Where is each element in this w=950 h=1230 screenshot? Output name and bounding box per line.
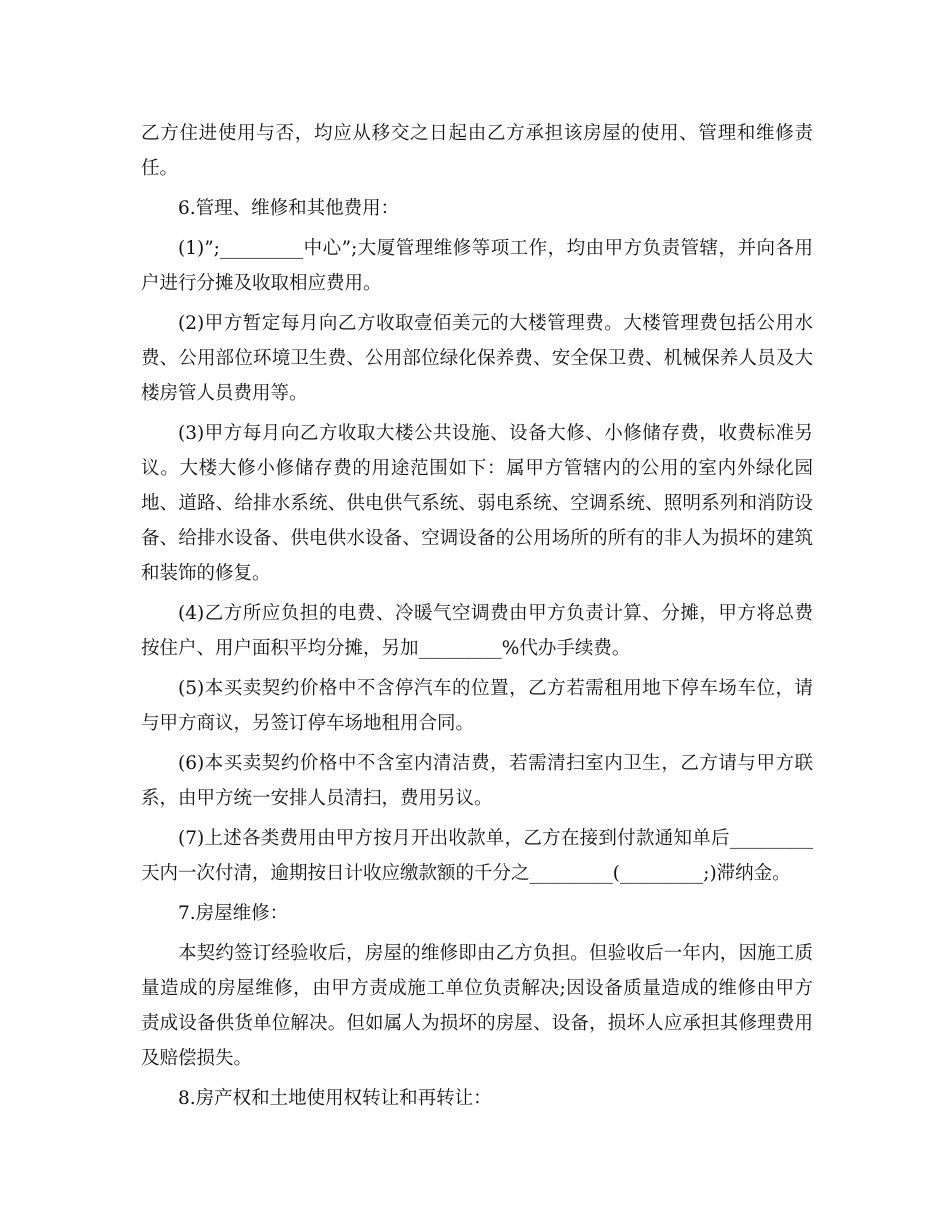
clause-6-5: (5)本买卖契约价格中不含停汽车的位置，乙方若需租用地下停车场车位，请与甲方商议，另签订停车场地租用合同。 — [141, 678, 813, 734]
clause-6-2: (2)甲方暂定每月向乙方收取壹佰美元的大楼管理费。大楼管理费包括公用水费、公用部位环境卫生费、公用部位绿化保养费、安全保卫费、机械保养人员及大楼房管人员费用等。 — [141, 313, 813, 404]
clause-6-7: (7)上述各类费用由甲方按月开出收款单，乙方在接到付款通知单后_________天内一次付清，逾期按日计收应缴款额的千分之_________(_________;)滞纳金。 — [141, 828, 813, 884]
section-heading-6: 6.管理、维修和其他费用： — [178, 198, 400, 219]
section-heading-7: 7.房屋维修： — [178, 903, 289, 924]
section-7-body: 本契约签订经验收后，房屋的维修即由乙方负担。但验收后一年内，因施工质量造成的房屋维修，由甲方责成施工单位负责解决;因设备质量造成的维修由甲方责成设备供货单位解决。但如属人为损坏的房屋、设备，损坏人应承担其修理费用及赔偿损失。 — [141, 943, 813, 1069]
paragraph-continuation: 乙方住进使用与否，均应从移交之日起由乙方承担该房屋的使用、管理和维修责任。 — [141, 123, 813, 179]
clause-6-1: (1)”;_________中心”;大厦管理维修等项工作，均由甲方负责管辖，并向各用户进行分摊及收取相应费用。 — [141, 238, 813, 294]
clause-6-6: (6)本买卖契约价格中不含室内清洁费，若需清扫室内卫生，乙方请与甲方联系，由甲方统一安排人员清扫，费用另议。 — [141, 753, 813, 809]
document-body — [141, 116, 813, 1121]
clause-6-3: (3)甲方每月向乙方收取大楼公共设施、设备大修、小修储存费，收费标准另议。大楼大修小修储存费的用途范围如下：属甲方管辖内的公用的室内外绿化园地、道路、给排水系统、供电供气系统、弱电系统、空调系统、照明系列和消防设备、给排水设备、供电供水设备、空调设备的公用场所的所有的非人为损坏的建筑和装饰的修复。 — [141, 423, 813, 584]
section-heading-8: 8.房产权和土地使用权转让和再转让： — [178, 1088, 492, 1109]
clause-6-4: (4)乙方所应负担的电费、冷暖气空调费由甲方负责计算、分摊，甲方将总费按住户、用户面积平均分摊，另加_________%代办手续费。 — [141, 603, 813, 659]
